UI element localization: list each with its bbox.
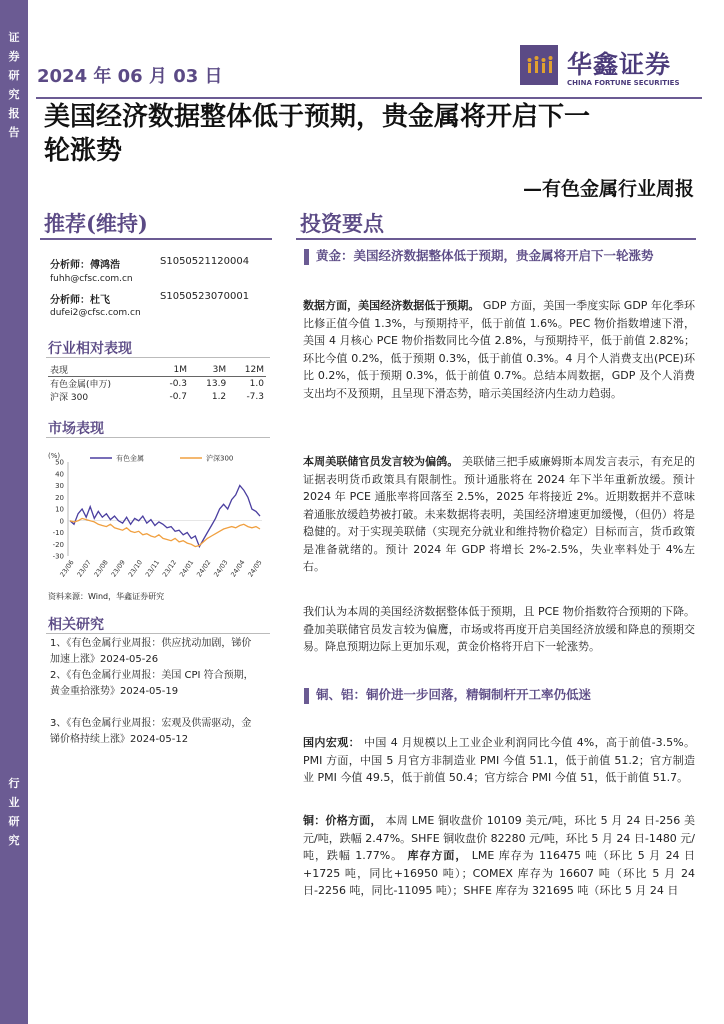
related-heading: 相关研究 — [48, 617, 104, 633]
y-tick-label: 30 — [55, 482, 64, 490]
paragraph-5 — [303, 812, 695, 900]
y-tick-label: 0 — [59, 517, 64, 526]
analyst-2-id: S1050523070001 — [160, 291, 250, 302]
company-logo — [520, 45, 720, 95]
section-1-marker — [304, 249, 309, 265]
paragraph-4-lead: 国内宏观： — [303, 736, 361, 749]
series-line — [70, 518, 260, 546]
perf-col-label: 表现 — [48, 363, 154, 377]
paragraph-4-body: 中国 4 月规模以上工业企业利润同比今值 4%，高于前值-3.5%。PMI 方面，中国 5 月官方非制造业 PMI 今值 51.1，低于前值 51.2；官方制造业 PMI 今值 49.5，低于前值 50.4；官方综合 PMI 今值 51，低于前值 51.7。 — [303, 736, 696, 784]
section-2-marker — [304, 688, 309, 704]
perf-cell: -0.3 — [169, 378, 188, 389]
x-tick-label: 24/03 — [212, 558, 230, 579]
related-item-3[interactable]: 3、《有色金属行业周报：宏观及供需驱动，金锑价格持续上涨》2024-05-12 — [50, 718, 252, 745]
analyst-1-name: 傅鸿浩 — [90, 260, 120, 271]
sidebar-top-label: 证 券 研 究 报 告 — [8, 31, 20, 139]
main-heading: 投资要点 — [300, 211, 384, 236]
report-date: 2024 年 06 月 03 日 — [37, 66, 223, 87]
logo-english: CHINA FORTUNE SECURITIES — [567, 79, 680, 87]
paragraph-5-body-a: 本周 LME 铜收盘价 10109 美元/吨，环比 5 月 24 日-256 美元/吨，跌幅 2.47%。SHFE 铜收盘价 82280 元/吨，环比 5 月 24 日-1480 元/吨，跌幅 1.77%。 — [303, 814, 696, 862]
market-divider — [46, 437, 270, 438]
x-tick-label: 24/04 — [229, 558, 247, 579]
perf-cell: 1.2 — [211, 391, 227, 402]
perf-cell: 13.9 — [206, 378, 227, 389]
paragraph-5-lead-2: 库存方面， — [407, 849, 468, 862]
analyst-2-label: 分析师： — [50, 295, 90, 306]
y-tick-label: 40 — [55, 470, 64, 479]
section-1-title: 黄金：美国经济数据整体低于预期，贵金属将开启下一轮涨势 — [316, 248, 654, 263]
x-tick-label: 23/12 — [160, 558, 179, 579]
y-tick-label: -10 — [52, 529, 64, 537]
legend-label: 沪深300 — [206, 454, 234, 463]
paragraph-2-body: 美联储三把手威廉姆斯本周发言表示，有充足的证据表明货币政策具有限制性。预计通胀将在 2024 年下半年重新放缓。预计 2024 年 PCE 通胀率将回落至 2.5%，2025 年将接近 2%。近期数据并不意味着通胀放缓趋势被打破。未来数据将表明，美国经济增速更加缓慢，（但仍）将是稳健的。对于实现美联储（实现充分就业和维持物价稳定）目标而言，货币政策是准备就绪的。预计 2024 年 GDP 将增长 2%-2.5%，失业率料处于 4%左右。 — [303, 455, 696, 573]
x-tick-label: 24/05 — [246, 558, 264, 579]
title-line-1: 美国经济数据整体低于预期，贵金属将开启下一 — [44, 102, 591, 132]
paragraph-4 — [303, 734, 695, 787]
perf-col-3m: 3M — [189, 363, 228, 377]
legend-label: 有色金属 — [116, 454, 144, 463]
analyst-2-name: 杜飞 — [90, 295, 110, 306]
paragraph-2 — [303, 453, 695, 576]
market-heading: 市场表现 — [48, 421, 104, 437]
y-tick-label: 10 — [55, 505, 64, 514]
rating-divider — [40, 238, 272, 240]
x-tick-label: 23/08 — [92, 558, 110, 579]
perf-row-name: 沪深 300 — [50, 393, 89, 403]
sidebar — [0, 0, 28, 1024]
source-note: 资料来源：Wind，华鑫证券研究 — [48, 592, 165, 601]
paragraph-1 — [303, 297, 695, 402]
related-item-1[interactable]: 1、《有色金属行业周报：供应扰动加剧，锑价加速上涨》2024-05-26 — [50, 638, 252, 665]
analyst-1 — [50, 256, 120, 271]
related-divider — [46, 633, 270, 634]
logo-name: 华鑫证券 — [567, 50, 672, 79]
x-tick-label: 23/09 — [109, 558, 127, 579]
y-tick-label: 50 — [55, 458, 64, 467]
report-title — [44, 100, 704, 168]
perf-divider — [46, 357, 270, 358]
paragraph-3: 我们认为本周的美国经济数据整体低于预期，且 PCE 物价指数符合预期的下降。叠加美联储官员发言较为偏鹰，市场或将再度开启美国经济放缓和降息的预期交易。降息预期边际上更加乐观，黄金价格将开启下一轮涨势。 — [303, 605, 695, 653]
header-divider — [36, 97, 702, 99]
perf-cell: -7.3 — [246, 391, 264, 402]
logo-mark-icon — [520, 45, 558, 85]
analyst-1-email[interactable]: fuhh@cfsc.com.cn — [50, 274, 133, 284]
market-chart — [44, 448, 274, 588]
x-tick-label: 23/10 — [126, 558, 145, 579]
perf-cell: -0.7 — [169, 391, 188, 402]
sidebar-bottom-label: 行 业 研 究 — [8, 777, 20, 847]
x-tick-label: 23/07 — [75, 558, 93, 579]
chart-ylabel: (%) — [48, 452, 61, 460]
analyst-1-label: 分析师： — [50, 260, 90, 271]
report-subtitle: —有色金属行业周报 — [522, 178, 694, 200]
main-divider — [296, 238, 696, 240]
x-tick-label: 24/01 — [177, 558, 196, 579]
analyst-2 — [50, 291, 110, 306]
perf-cell: 1.0 — [249, 378, 264, 389]
x-tick-label: 23/06 — [58, 558, 76, 579]
rating-heading: 推荐(维持) — [44, 211, 148, 236]
perf-heading: 行业相对表现 — [48, 341, 132, 357]
analyst-1-id: S1050521120004 — [160, 256, 250, 267]
table-row — [48, 390, 266, 403]
x-tick-label: 23/11 — [143, 558, 162, 579]
analyst-2-email[interactable]: dufei2@cfsc.com.cn — [50, 308, 141, 318]
y-tick-label: -20 — [52, 540, 64, 549]
series-line — [70, 486, 260, 547]
x-tick-label: 24/02 — [195, 558, 213, 579]
table-row — [48, 377, 266, 391]
perf-table — [48, 363, 266, 403]
y-tick-label: 20 — [55, 493, 64, 502]
perf-col-12m: 12M — [228, 363, 266, 377]
section-2-title: 铜、铝：铜价进一步回落，精铜制杆开工率仍低迷 — [316, 687, 592, 702]
y-tick-label: -30 — [52, 552, 64, 561]
paragraph-1-body: GDP 方面，美国一季度实际 GDP 年化季环比修正值今值 1.3%，与预期持平，低于前值 1.6%。PEC 物价指数增速下滑，美国 4 月核心 PCE 物价指数同比今值 2.8%，与预期持平，低于前值 2.82%；环比今值 0.2%，低于预期 0.3%，低于前值 0.3%。4 月个人消费支出(PCE)环比 0.2%，低于预期 0.3%，低于前值 0.7%。总结本周数据，GDP 及个人消费支出均不及预期，且呈现下滑态势，暗示美国经济内生动力趋弱。 — [303, 299, 696, 400]
perf-col-1m: 1M — [154, 363, 189, 377]
perf-row-name: 有色金属(申万) — [50, 380, 112, 390]
related-item-2[interactable]: 2、《有色金属行业周报：美国 CPI 符合预期，黄金重拾涨势》2024-05-19 — [50, 670, 254, 697]
paragraph-5-lead: 铜：价格方面， — [303, 814, 382, 827]
paragraph-2-lead: 本周美联储官员发言较为偏鸽。 — [303, 455, 459, 468]
paragraph-1-lead: 数据方面，美国经济数据低于预期。 — [303, 299, 480, 312]
perf-table-header — [48, 363, 266, 377]
paragraph-5-body-b: LME 库存为 116475 吨（环比 5 月 24 日+1725 吨，同比+16950 吨）；COMEX 库存为 16607 吨（环比 5 月 24 日-2256 吨，同比-11095 吨）；SHFE 库存为 321695 吨（环比 5 月 24 日 — [303, 849, 696, 897]
title-line-2: 轮涨势 — [44, 136, 123, 166]
